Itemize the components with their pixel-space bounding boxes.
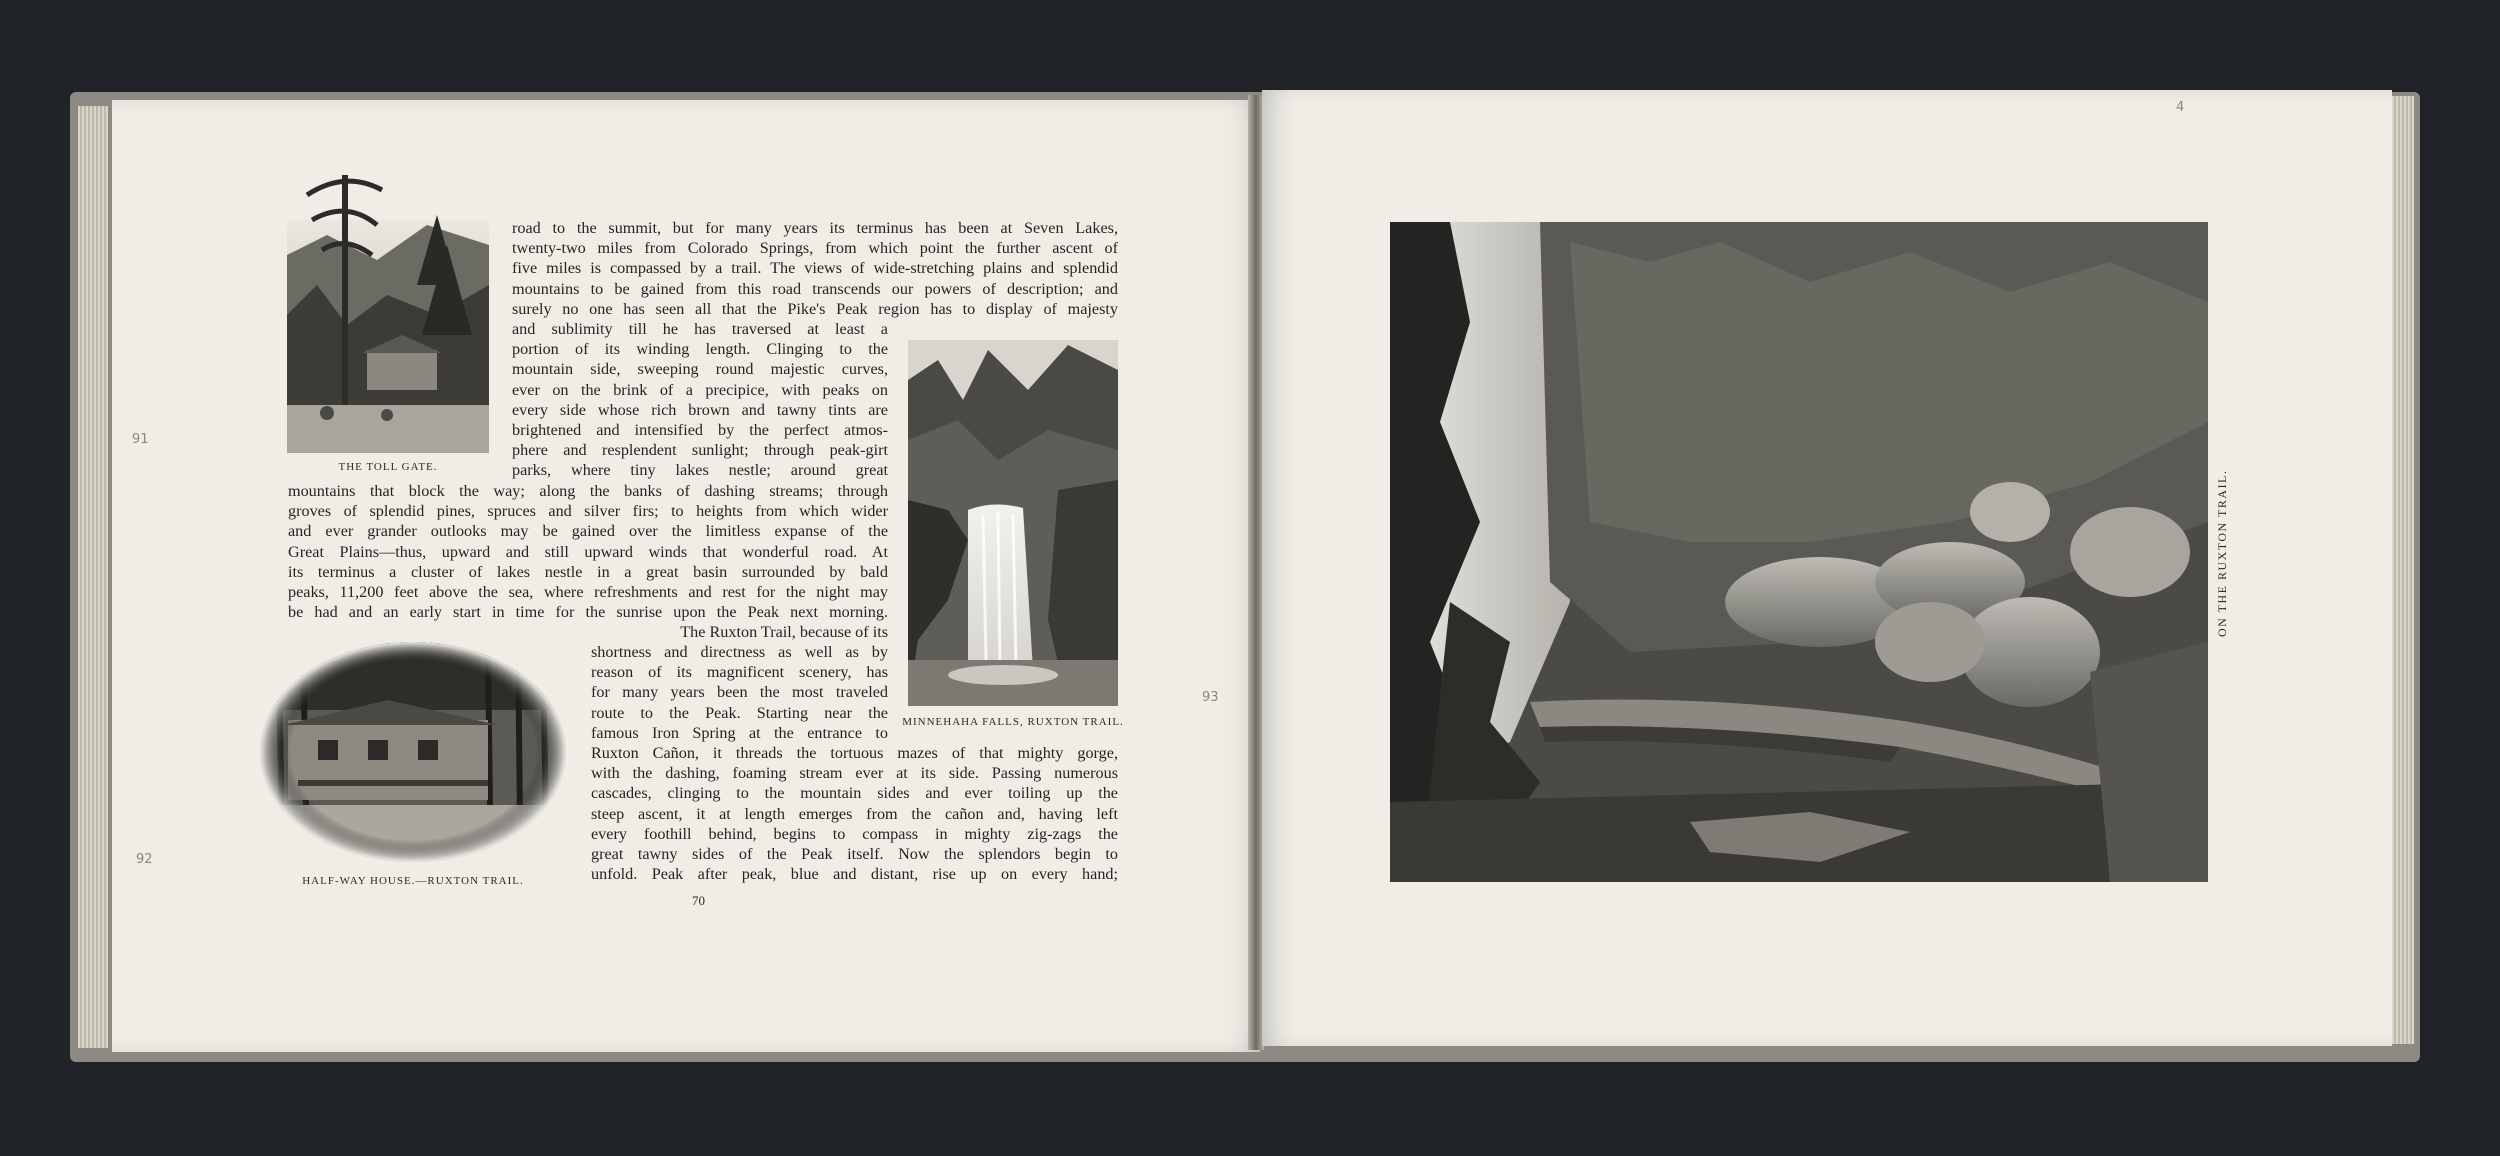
text-line: steep ascent, it at length emerges from the cañon and, having left [591, 804, 1118, 823]
page-edges-left [78, 106, 108, 1048]
text-line: five miles is compassed by a trail. The views of wide-stretching plains and splendid [512, 259, 1118, 278]
toll-gate-photo [287, 165, 489, 453]
halfway-house-photo [258, 640, 568, 865]
text-line: parks, where tiny lakes nestle; around great [512, 461, 888, 480]
text-line: be had and an early start in time for the sunrise upon the Peak next morning. [288, 603, 888, 622]
page-edges-right [2392, 96, 2414, 1044]
text-line: portion of its winding length. Clinging to the [512, 340, 888, 359]
text-line: route to the Peak. Starting near the [591, 703, 888, 722]
text-line: twenty-two miles from Colorado Springs, from which point the further ascent of [512, 239, 1118, 258]
paragraph-top [512, 218, 1118, 319]
text-line: with the dashing, foaming stream ever at its side. Passing numerous [591, 764, 1118, 783]
text-line: road to the summit, but for many years its terminus has been at Seven Lakes, [512, 219, 1118, 237]
text-line: surely no one has seen all that the Pike's Peak region has to display of majesty [512, 299, 1118, 318]
pencil-mark: 93 [1202, 690, 1219, 705]
text-line: great tawny sides of the Peak itself. Now the splendors begin to [591, 845, 1118, 864]
text-line: reason of its magnificent scenery, has [591, 663, 888, 682]
text-line: phere and resplendent sunlight; through peak-girt [512, 441, 888, 460]
paragraph-full-body [288, 481, 888, 622]
paragraph-bottom [591, 743, 1118, 884]
text-line: cascades, clinging to the mountain sides and ever toiling up the [591, 784, 1118, 803]
minnehaha-falls-photo [908, 340, 1118, 706]
pencil-mark: 92 [136, 852, 153, 867]
paragraph-ruxton-narrow [591, 642, 888, 743]
text-line: The Ruxton Trail, because of its [680, 623, 888, 641]
text-line: ever on the brink of a precipice, with peaks on [512, 380, 888, 399]
ruxton-trail-photo [1390, 222, 2208, 882]
pencil-mark: 4 [2176, 100, 2185, 115]
text-line: its terminus a cluster of lakes nestle in a great basin surrounded by bald [288, 562, 888, 581]
toll-gate-caption: THE TOLL GATE. [338, 461, 438, 473]
text-line: brightened and intensified by the perfect atmos- [512, 421, 888, 440]
pencil-mark: 91 [132, 432, 149, 447]
paragraph-ruxton-start [634, 622, 888, 642]
page-number: 70 [692, 893, 705, 908]
halfway-house-caption: HALF-WAY HOUSE.—RUXTON TRAIL. [302, 875, 524, 887]
text-line: groves of splendid pines, spruces and silver firs; to heights from which wider [288, 502, 888, 521]
text-line: shortness and directness as well as by [591, 643, 888, 661]
text-line: unfold. Peak after peak, blue and distant, rise up on every hand; [591, 865, 1118, 884]
text-line: and sublimity till he has traversed at least a [512, 320, 888, 338]
text-line: every side whose rich brown and tawny tints are [512, 400, 888, 419]
text-line: for many years been the most traveled [591, 683, 888, 702]
ruxton-trail-caption: ON THE RUXTON TRAIL. [2215, 469, 2229, 637]
text-line: mountain side, sweeping round majestic curves, [512, 360, 888, 379]
text-line: Great Plains—thus, upward and still upward winds that wonderful road. At [288, 542, 888, 561]
text-line: and ever grander outlooks may be gained over the limitless expanse of the [288, 522, 888, 541]
text-line: Ruxton Cañon, it threads the tortuous mazes of that mighty gorge, [591, 744, 1118, 762]
paragraph-middle [512, 319, 888, 481]
text-line: every foothill behind, begins to compass in mighty zig-zags the [591, 824, 1118, 843]
text-line: peaks, 11,200 feet above the sea, where refreshments and rest for the night may [288, 583, 888, 602]
text-line: famous Iron Spring at the entrance to [591, 723, 888, 742]
text-line: mountains to be gained from this road transcends our powers of description; and [512, 279, 1118, 298]
text-line: mountains that block the way; along the banks of dashing streams; through [288, 482, 888, 500]
minnehaha-falls-caption: MINNEHAHA FALLS, RUXTON TRAIL. [902, 716, 1124, 728]
